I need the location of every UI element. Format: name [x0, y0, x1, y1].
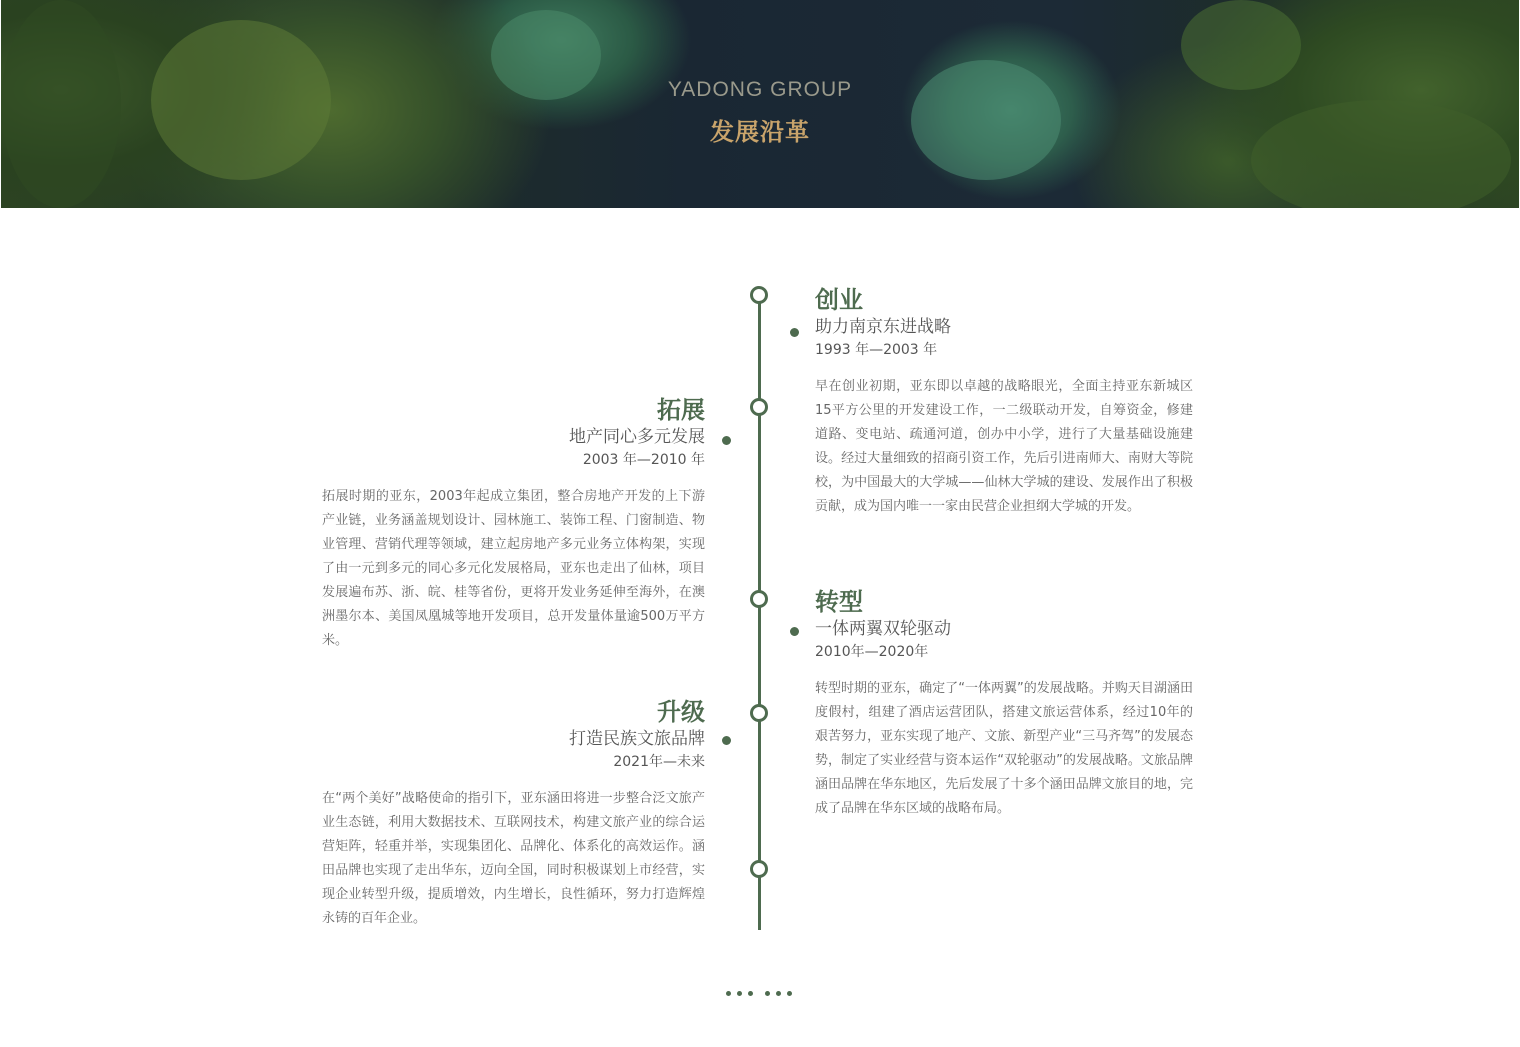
stage-subtitle: 一体两翼双轮驱动 — [815, 619, 951, 639]
timeline-entry-zhuanxing — [815, 587, 1193, 821]
foliage-decoration — [1, 0, 121, 208]
stage-title: 拓展 — [657, 396, 705, 424]
pagination-dot[interactable] — [776, 991, 781, 996]
pagination-dot[interactable] — [748, 991, 753, 996]
timeline-axis — [758, 296, 761, 930]
pagination-dot[interactable] — [726, 991, 731, 996]
stage-subtitle: 助力南京东进战略 — [815, 317, 951, 337]
stage-description: 在“两个美好”战略使命的指引下，亚东涵田将进一步整合泛文旅产业生态链，利用大数据技术、互联网技术，构建文旅产业的综合运营矩阵，轻重并举，实现集团化、品牌化、体系化的高效运作。涵田品牌也实现了走出华东，迈向全国，同时积极谋划上市经营，实现企业转型升级，提质增效，内生增长，良性循环，努力打造辉煌永铸的百年企业。 — [322, 791, 705, 926]
pagination-dot[interactable] — [765, 991, 770, 996]
timeline-node — [750, 286, 768, 304]
timeline-node — [750, 590, 768, 608]
pagination-dots[interactable] — [724, 991, 796, 999]
banner-subtitle: YADONG GROUP — [667, 78, 853, 101]
banner-title: 发展沿革 — [710, 118, 810, 146]
timeline-dot — [722, 736, 731, 745]
timeline-dot — [790, 328, 799, 337]
stage-period: 2021年—未来 — [613, 754, 705, 770]
stage-title: 转型 — [815, 588, 863, 616]
stage-description: 转型时期的亚东，确定了“一体两翼”的发展战略。并购天目湖涵田度假村，组建了酒店运营团队，搭建文旅运营体系，经过10年的艰苦努力，亚东实现了地产、文旅、新型产业“三马齐驾”的发展态势，制定了实业经营与资本运作“双轮驱动”的发展战略。文旅品牌涵田品牌在华东地区，先后发展了十多个涵田品牌文旅目的地，完成了品牌在华东区域的战略布局。 — [815, 681, 1193, 816]
stage-subtitle: 打造民族文旅品牌 — [569, 729, 705, 749]
stage-period: 2003 年—2010 年 — [582, 452, 705, 468]
timeline-entry-tuozhan — [322, 395, 705, 653]
stage-period: 2010年—2020年 — [815, 644, 929, 660]
timeline-node — [750, 704, 768, 722]
timeline-entry-chuangye — [815, 285, 1193, 519]
stage-period: 1993 年—2003 年 — [815, 342, 938, 358]
stage-subtitle: 地产同心多元发展 — [569, 427, 705, 447]
pagination-dot[interactable] — [737, 991, 742, 996]
foliage-decoration — [1181, 0, 1301, 90]
stage-title: 创业 — [815, 286, 863, 314]
timeline-node — [750, 860, 768, 878]
timeline-dot — [790, 627, 799, 636]
timeline-entry-shengji — [322, 697, 705, 931]
hero-banner — [1, 0, 1519, 208]
stage-description: 早在创业初期，亚东即以卓越的战略眼光，全面主持亚东新城区15平方公里的开发建设工作，一二级联动开发，自筹资金，修建道路、变电站、疏通河道，创办中小学，进行了大量基础设施建设。经过大量细致的招商引资工作，先后引进南师大、南财大等院校，为中国最大的大学城——仙林大学城的建设、发展作出了积极贡献，成为国内唯一一家由民营企业担纲大学城的开发。 — [815, 379, 1193, 514]
timeline-dot — [722, 436, 731, 445]
stage-title: 升级 — [657, 698, 705, 726]
stage-description: 拓展时期的亚东，2003年起成立集团，整合房地产开发的上下游产业链，业务涵盖规划设计、园林施工、装饰工程、门窗制造、物业管理、营销代理等领域，建立起房地产多元业务立体构架，实现了由一元到多元的同心多元化发展格局，亚东也走出了仙林，项目发展遍布苏、浙、皖、桂等省份，更将开发业务延伸至海外，在澳洲墨尔本、美国凤凰城等地开发项目，总开发量体量逾500万平方米。 — [322, 489, 705, 648]
pagination-dot[interactable] — [787, 991, 792, 996]
timeline-node — [750, 398, 768, 416]
